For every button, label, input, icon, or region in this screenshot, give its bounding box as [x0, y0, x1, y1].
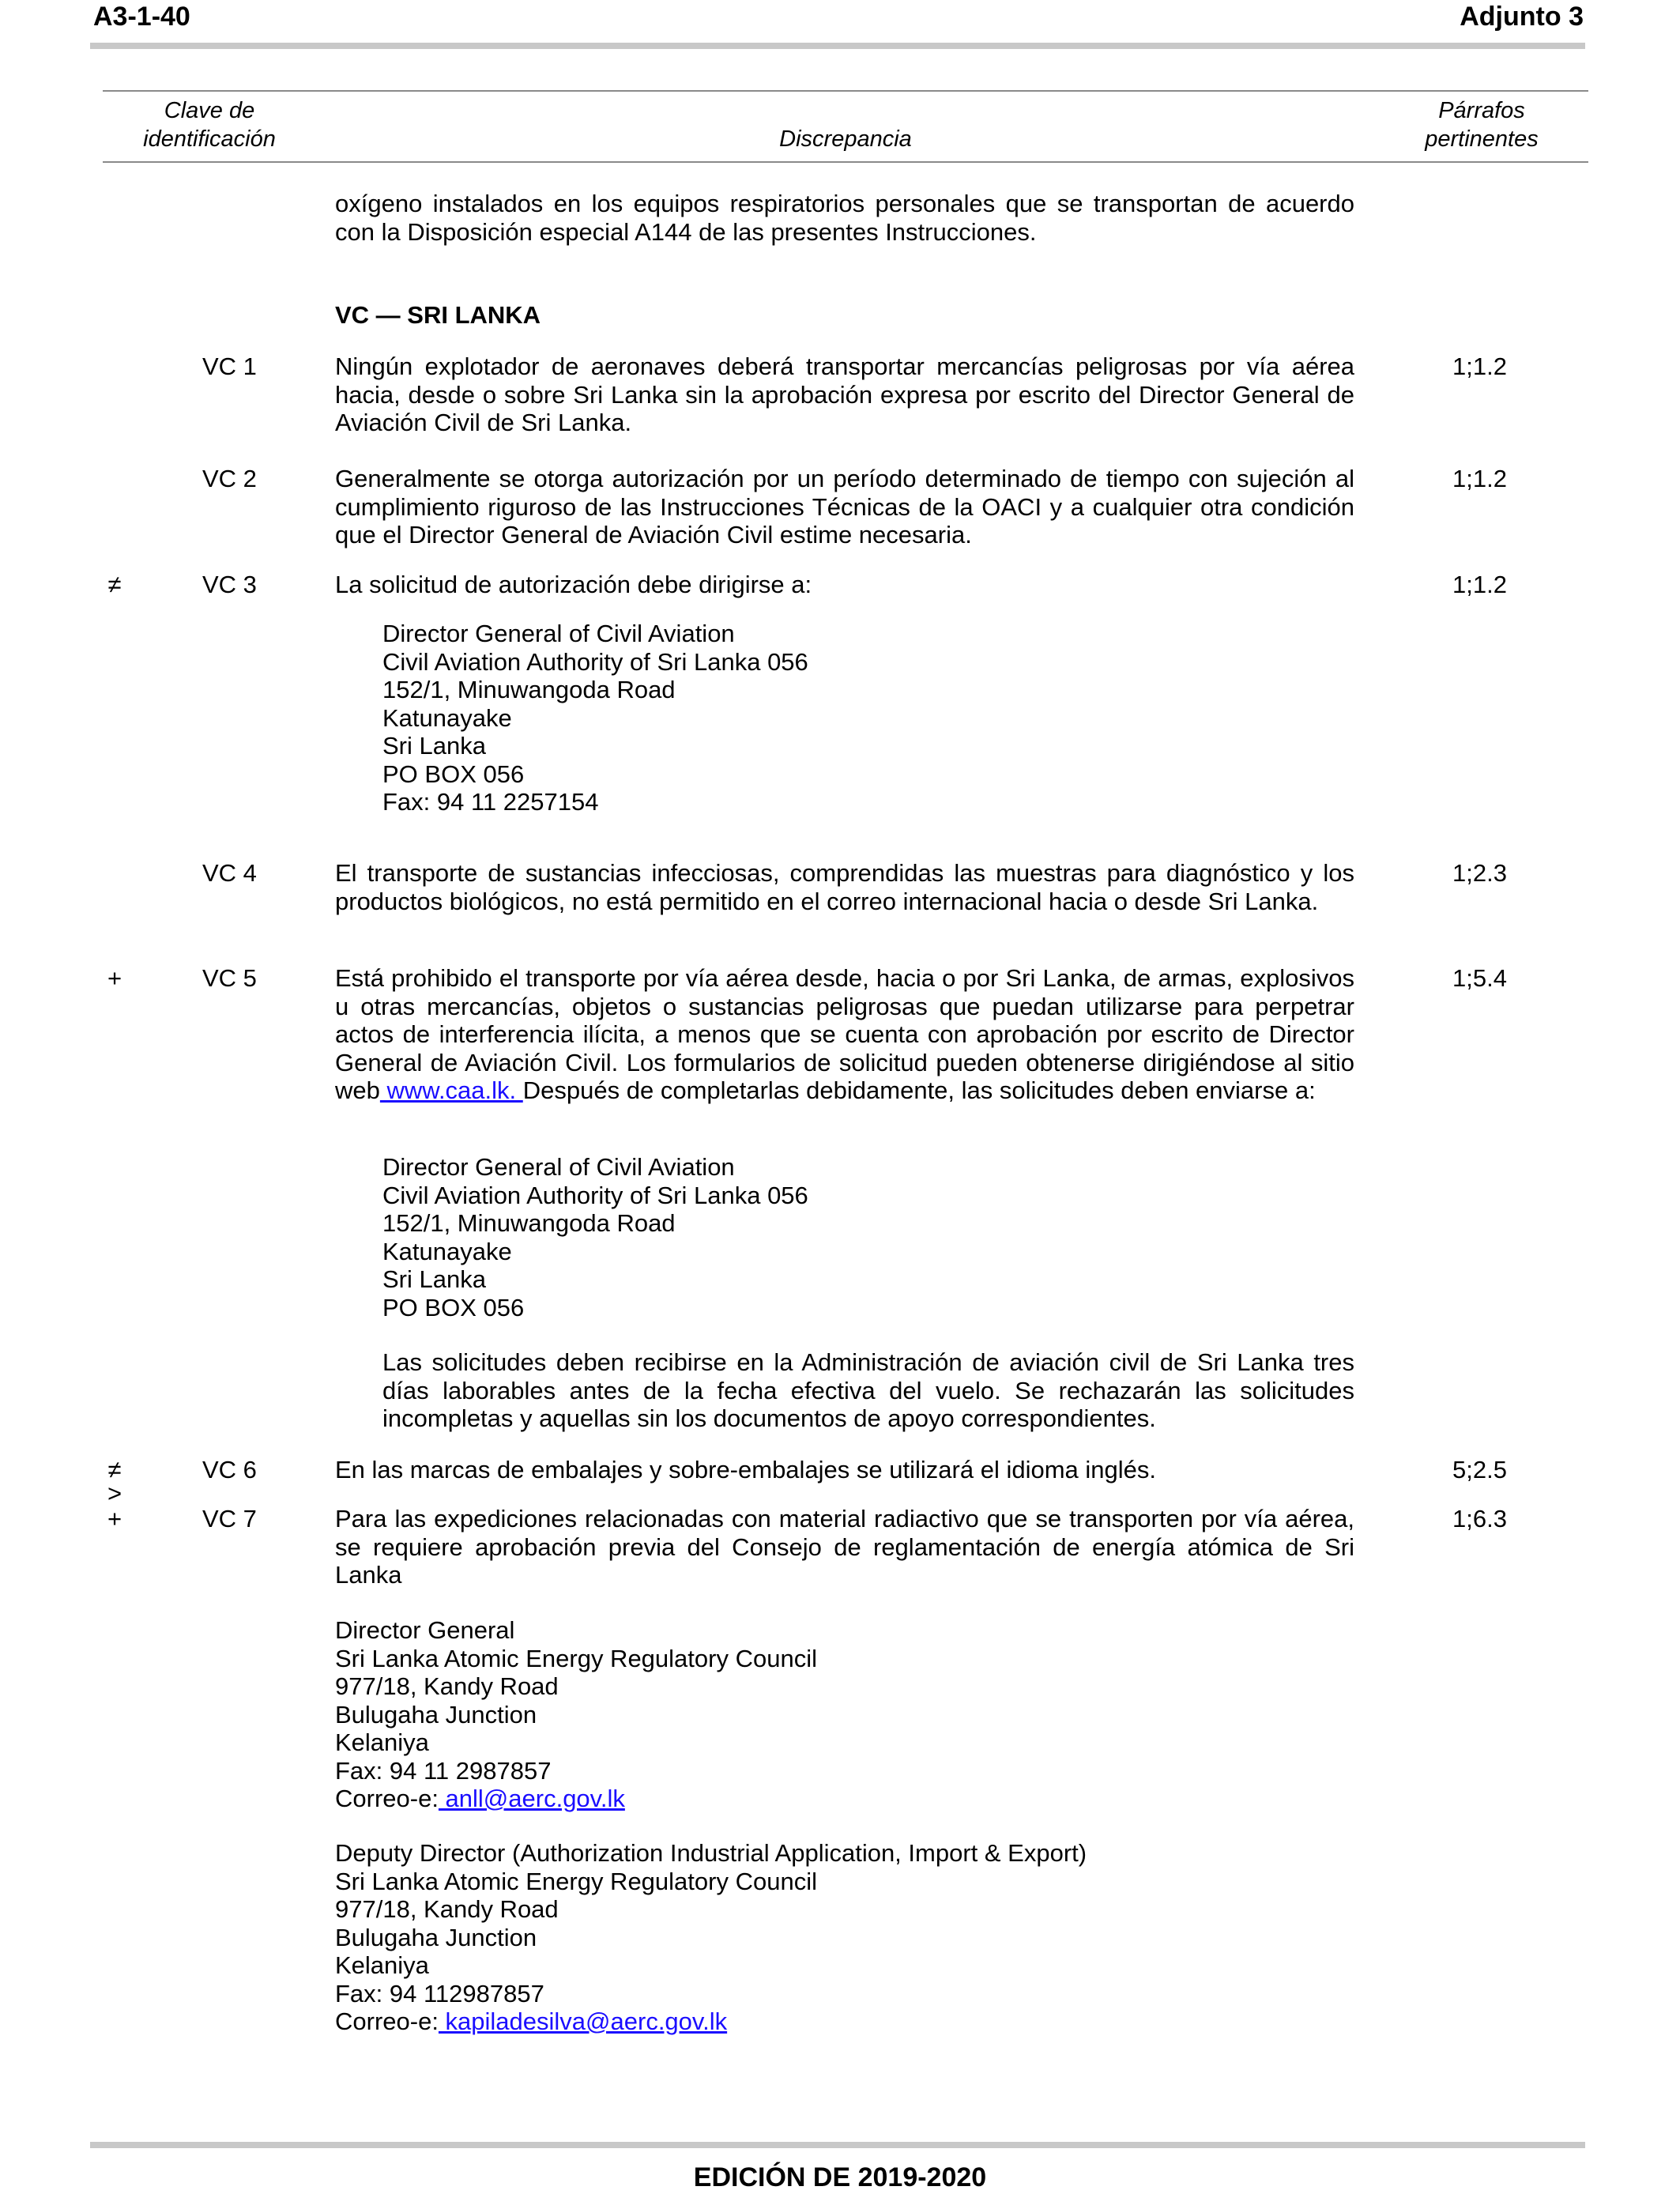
row-para-vc1: 1;1.2 [1452, 352, 1507, 380]
row-text-vc6: En las marcas de embalajes y sobre-embalajes se utilizará el idioma inglés. [335, 1456, 1156, 1483]
row-id-vc1: VC 1 [202, 352, 257, 380]
change-mark-vc7: + [107, 1505, 122, 1532]
change-mark-vc6-secondary: > [107, 1480, 122, 1507]
email-label-2: Correo-e: [335, 2007, 439, 2035]
note-vc5: Las solicitudes deben recibirse en la Administración de aviación civil de Sri Lanka tres días laborables antes de la fecha efectiva del vuelo. Se rechazarán las solicitudes incompletas y aquellas sin los documentos de apoyo correspondientes. [382, 1348, 1354, 1432]
contact-1-address: Director General Sri Lanka Atomic Energy Regulatory Council 977/18, Kandy Road Bulugaha Junction Kelaniya Fax: 94 11 2987857 [335, 1616, 817, 1785]
row-para-vc4: 1;2.3 [1452, 859, 1507, 887]
row-para-vc6: 5;2.5 [1452, 1456, 1507, 1483]
column-header-id: Clave de identificación [143, 98, 276, 152]
row-text-vc3: La solicitud de autorización debe dirigirse a: [335, 571, 812, 598]
contact-block-1 [335, 1616, 1354, 1813]
row-text-vc5-part1: Está prohibido el transporte por vía aérea desde, hacia o por Sri Lanka, de armas, explosivos u otras mercancías, objetos o sustancias peligrosas que puedan utilizarse para perpetrar actos de interferencia ilícita, a menos que se cuenta con aprobación por escrito de Director General de Aviación Civil. Los formularios de solicitud pueden obtenerse dirigiéndose al sitio web [335, 964, 1354, 1104]
email-link-1[interactable]: anll@aerc.gov.lk [438, 1785, 625, 1812]
row-id-vc5: VC 5 [202, 964, 257, 992]
contact-block-2 [335, 1839, 1354, 2036]
row-text-vc4: El transporte de sustancias infecciosas, comprendidas las muestras para diagnóstico y los productos biológicos, no está permitido en el correo internacional hacia o desde Sri Lanka. [335, 859, 1354, 915]
caa-website-link[interactable]: www.caa.lk. [379, 1076, 523, 1104]
column-header-paragraphs: Párrafos pertinentes [1425, 98, 1539, 152]
row-para-vc3: 1;1.2 [1452, 571, 1507, 598]
attachment-label: Adjunto 3 [1460, 2, 1584, 32]
change-mark-vc6: ≠ [107, 1456, 122, 1483]
row-para-vc5: 1;5.4 [1452, 964, 1507, 992]
page-number: A3-1-40 [93, 2, 190, 32]
row-id-vc7: VC 7 [202, 1505, 257, 1532]
row-para-vc2: 1;1.2 [1452, 465, 1507, 492]
edition-footer: EDICIÓN DE 2019-2020 [693, 2162, 987, 2192]
continuation-text: oxígeno instalados en los equipos respiratorios personales que se transportan de acuerdo con la Disposición especial A144 de las presentes Instrucciones. [335, 190, 1354, 246]
column-header-discrepancy: Discrepancia [779, 126, 912, 152]
address-block-vc5: Director General of Civil Aviation Civil Aviation Authority of Sri Lanka 056 152/1, Minuwangoda Road Katunayake Sri Lanka PO BOX 056 [382, 1153, 808, 1321]
change-mark-vc3: ≠ [107, 571, 122, 598]
table-header-rule [103, 161, 1588, 163]
row-text-vc2: Generalmente se otorga autorización por un período determinado de tiempo con sujeción al cumplimiento riguroso de las Instrucciones Técnicas de la OACI y a cualquier otra condición que el Director General de Aviación Civil estime necesaria. [335, 465, 1354, 548]
row-para-vc7: 1;6.3 [1452, 1505, 1507, 1532]
contact-2-address: Deputy Director (Authorization Industrial Application, Import & Export) Sri Lanka Atomic Energy Regulatory Council 977/18, Kandy Road Bulugaha Junction Kelaniya Fax: 94 112987857 [335, 1839, 1087, 2007]
row-text-vc5 [335, 964, 1354, 1105]
row-id-vc4: VC 4 [202, 859, 257, 887]
row-text-vc5-part2: Después de completarlas debidamente, las solicitudes deben enviarse a: [522, 1076, 1316, 1104]
email-label-1: Correo-e: [335, 1785, 439, 1812]
change-mark-vc5: + [107, 964, 122, 992]
table-top-rule [103, 90, 1588, 92]
email-link-2[interactable]: kapiladesilva@aerc.gov.lk [438, 2007, 728, 2035]
row-id-vc3: VC 3 [202, 571, 257, 598]
footer-rule [90, 2142, 1585, 2148]
row-id-vc2: VC 2 [202, 465, 257, 492]
section-title: VC — SRI LANKA [335, 301, 541, 329]
header-rule [90, 43, 1585, 49]
address-block-vc3: Director General of Civil Aviation Civil Aviation Authority of Sri Lanka 056 152/1, Minuwangoda Road Katunayake Sri Lanka PO BOX 056 Fax: 94 11 2257154 [382, 620, 808, 816]
row-text-vc1: Ningún explotador de aeronaves deberá transportar mercancías peligrosas por vía aérea hacia, desde o sobre Sri Lanka sin la aprobación expresa por escrito del Director General de Aviación Civil de Sri Lanka. [335, 352, 1354, 436]
row-text-vc7: Para las expediciones relacionadas con material radiactivo que se transporten por vía aérea, se requiere aprobación previa del Consejo de reglamentación de energía atómica de Sri Lanka [335, 1505, 1354, 1589]
row-id-vc6: VC 6 [202, 1456, 257, 1483]
